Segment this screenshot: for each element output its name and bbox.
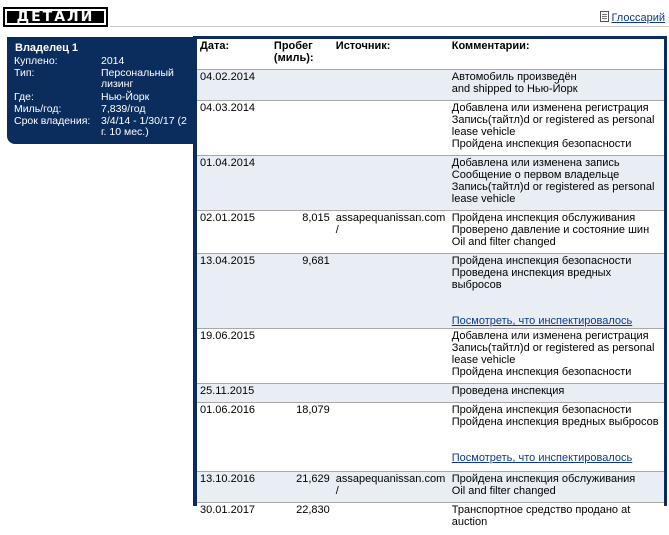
comment-line: Запись(тайтл)d or registered as personal lease vehicle xyxy=(452,342,661,366)
row-date: 13.04.2015 xyxy=(197,254,271,329)
row-comments xyxy=(449,329,664,384)
comment-line: Сообщение о первом владельце xyxy=(452,169,661,181)
row-comments xyxy=(449,101,664,156)
table-row xyxy=(197,503,664,535)
comment-line: Пройдена инспекция обслуживания xyxy=(452,473,661,485)
comment-line: Проверено давление и состояние шин xyxy=(452,224,661,236)
table-row xyxy=(197,329,664,384)
header-mileage: Пробег (миль): xyxy=(271,39,333,70)
row-mileage xyxy=(271,101,333,156)
header-bar xyxy=(0,0,669,30)
comment-line: Проведена инспекция вредных выбросов xyxy=(452,267,661,291)
row-date: 13.10.2016 xyxy=(197,472,271,503)
owner-field-value: 7,839/год xyxy=(101,104,187,115)
table-row xyxy=(197,101,664,156)
table-row xyxy=(197,70,664,101)
row-source xyxy=(333,384,449,403)
comment-line: Пройдена инспекция вредных выбросов xyxy=(452,416,661,428)
owner-title: Владелец 1 xyxy=(15,42,78,54)
owner-field-label: Миль/год: xyxy=(14,104,100,115)
comment-line: Транспортное средство продано at auction xyxy=(452,504,661,528)
header-date: Дата: xyxy=(197,39,271,70)
comment-line: Добавлена или изменена регистрация xyxy=(452,102,661,114)
view-inspection-link[interactable]: Посмотреть, что инспектировалось xyxy=(452,452,661,464)
history-body xyxy=(197,70,664,535)
row-comments xyxy=(449,503,664,535)
row-comments xyxy=(449,156,664,211)
glossary-link[interactable] xyxy=(600,11,665,24)
comment-line: and shipped to Нью-Йорк xyxy=(452,83,661,95)
comment-line: Проведена инспекция xyxy=(452,385,661,397)
row-date: 04.03.2014 xyxy=(197,101,271,156)
owner-field-value: 3/4/14 - 1/30/17 (2 г. 10 мес.) xyxy=(101,116,187,138)
comment-line: Пройдена инспекция обслуживания xyxy=(452,212,661,224)
row-comments xyxy=(449,472,664,503)
table-row xyxy=(197,384,664,403)
row-mileage: 8,015 xyxy=(271,211,333,254)
row-source xyxy=(333,101,449,156)
row-source xyxy=(333,403,449,472)
details-logo-text: ДЕТАЛИ xyxy=(7,11,104,23)
row-mileage: 21,629 xyxy=(271,472,333,503)
row-mileage: 22,830 xyxy=(271,503,333,535)
header-source: Источник: xyxy=(333,39,449,70)
row-comments xyxy=(449,384,664,403)
row-source xyxy=(333,156,449,211)
comment-line: Oil and filter changed xyxy=(452,236,661,248)
comment-line: Добавлена или изменена запись xyxy=(452,157,661,169)
comment-line: Пройдена инспекция безопасности xyxy=(452,138,661,150)
row-date: 02.01.2015 xyxy=(197,211,271,254)
table-row xyxy=(197,211,664,254)
row-mileage xyxy=(271,384,333,403)
table-row xyxy=(197,403,664,472)
row-source xyxy=(333,254,449,329)
row-source: assapequanissan.com / xyxy=(333,472,449,503)
comment-line: Автомобиль произведён xyxy=(452,71,661,83)
row-source xyxy=(333,329,449,384)
table-row xyxy=(197,472,664,503)
history-table xyxy=(197,39,664,535)
row-date: 25.11.2015 xyxy=(197,384,271,403)
document-icon xyxy=(600,11,609,22)
row-date: 04.02.2014 xyxy=(197,70,271,101)
row-mileage: 9,681 xyxy=(271,254,333,329)
glossary-label: Глоссарий xyxy=(611,12,665,24)
table-row xyxy=(197,156,664,211)
row-source xyxy=(333,503,449,535)
row-comments xyxy=(449,403,664,472)
row-mileage: 18,079 xyxy=(271,403,333,472)
comment-line: Пройдена инспекция безопасности xyxy=(452,255,661,267)
owner-field-label: Срок владения: xyxy=(14,116,100,127)
comment-line: Пройдена инспекция безопасности xyxy=(452,366,661,378)
owner-field-label: Куплено: xyxy=(14,56,100,67)
details-logo xyxy=(3,7,108,27)
owner-field-label: Тип: xyxy=(14,68,100,79)
row-date: 01.04.2014 xyxy=(197,156,271,211)
row-mileage xyxy=(271,70,333,101)
row-date: 30.01.2017 xyxy=(197,503,271,535)
comment-line: Пройдена инспекция безопасности xyxy=(452,404,661,416)
row-comments xyxy=(449,211,664,254)
row-date: 01.06.2016 xyxy=(197,403,271,472)
row-source xyxy=(333,70,449,101)
header-comments: Комментарии: xyxy=(449,39,664,70)
owner-field-value: Нью-Йорк xyxy=(101,92,187,103)
row-mileage xyxy=(271,329,333,384)
row-date: 19.06.2015 xyxy=(197,329,271,384)
owner-field-value: Персональный лизинг xyxy=(101,68,187,90)
comment-line: Запись(тайтл)d or registered as personal lease vehicle xyxy=(452,114,661,138)
row-source: assapequanissan.com / xyxy=(333,211,449,254)
owner-field-label: Где: xyxy=(14,92,100,103)
comment-line: Oil and filter changed xyxy=(452,485,661,497)
comment-line: Добавлена или изменена регистрация xyxy=(452,330,661,342)
row-comments xyxy=(449,254,664,329)
history-header-row xyxy=(197,39,664,70)
owner-panel xyxy=(7,37,196,144)
comment-line: Запись(тайтл)d or registered as personal lease vehicle xyxy=(452,181,661,205)
table-row xyxy=(197,254,664,329)
owner-field-value: 2014 xyxy=(101,56,187,67)
row-mileage xyxy=(271,156,333,211)
view-inspection-link[interactable]: Посмотреть, что инспектировалось xyxy=(452,315,661,327)
row-comments xyxy=(449,70,664,101)
header-divider xyxy=(110,26,669,27)
